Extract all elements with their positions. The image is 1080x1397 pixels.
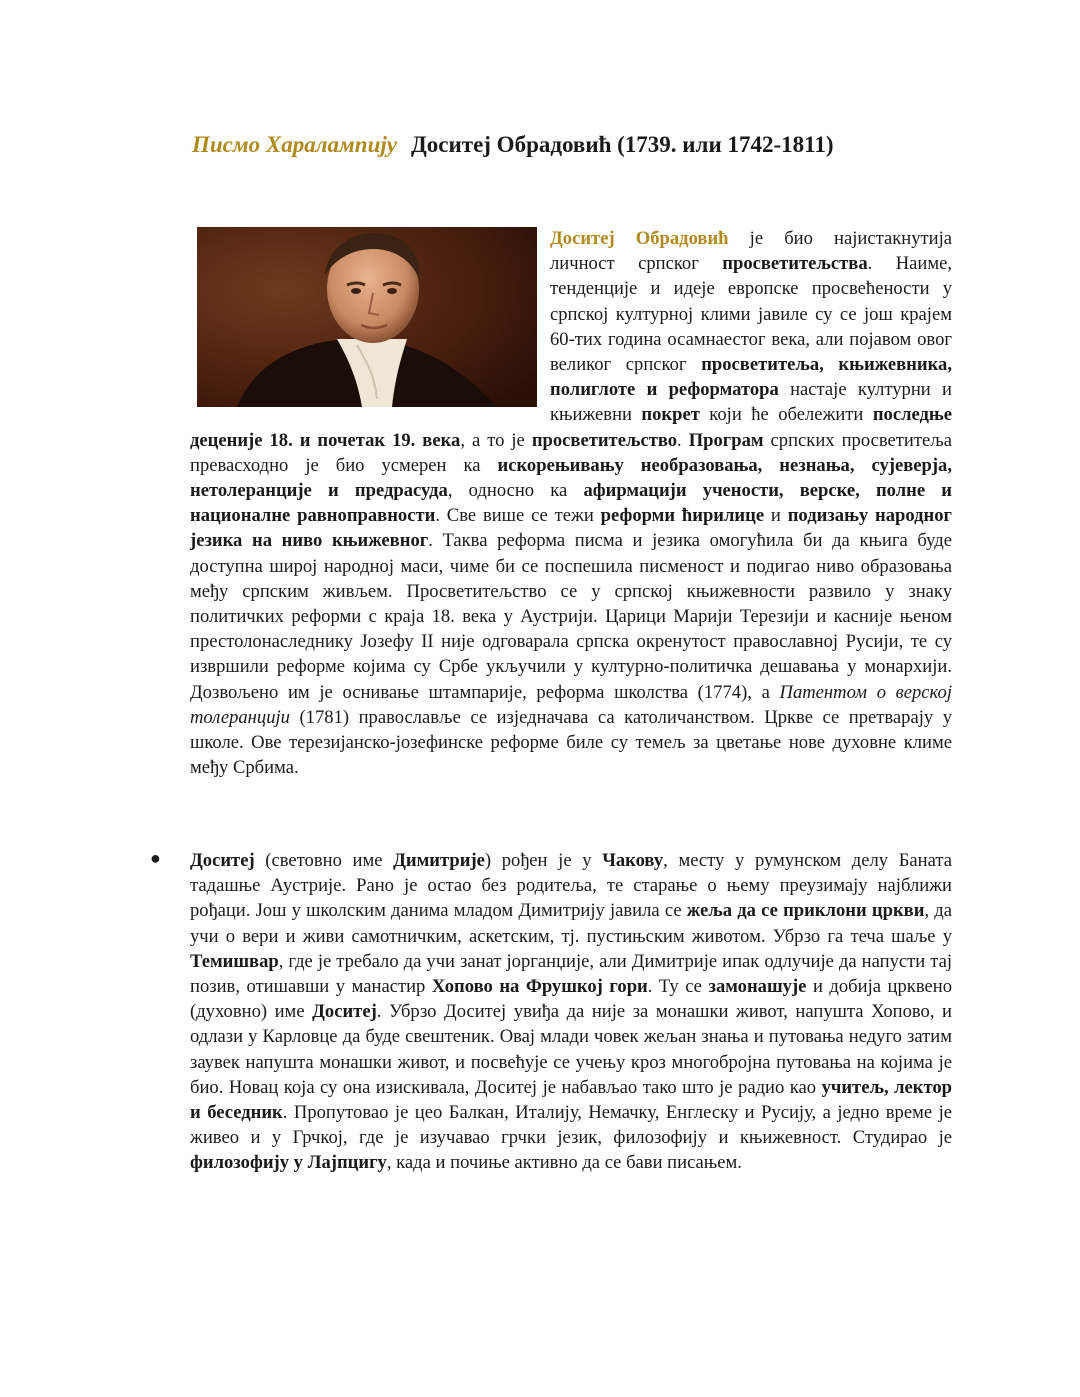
page-title	[192, 132, 834, 158]
text-span: . Пропутовао је цео Балкан, Италију, Немачку, Енглеску и Русију, а једно време је живео и у Грчкој, где је изучавао грчки језик, филозофију и књижевност. Студирао је	[190, 1102, 952, 1149]
text-span: .	[677, 429, 689, 451]
text-span: и	[764, 505, 788, 527]
bold-term: покрет	[641, 404, 700, 426]
text-span: ) рођен је у	[484, 850, 603, 871]
author-name-highlight: Доситеј Обрадовић	[550, 228, 729, 249]
text-span: (световно име	[254, 850, 394, 871]
bio-paragraph	[190, 848, 952, 1176]
bold-term: просветитељство	[531, 429, 678, 451]
text-span: , месту у румунском делу Баната тадашње Аустрије. Рано је остао без родитеља, те старање о њему преузимају најближи рођаци. Још у школским данима младом Димитрију јавила се	[190, 850, 952, 922]
bold-term: реформи ћирилице	[600, 505, 765, 527]
bold-term: подизању народног језика на ниво књижевног	[190, 505, 952, 552]
italic-term: Патентом о верској толеранцији	[190, 681, 952, 728]
bullet-icon: ●	[150, 848, 161, 868]
text-span: који ће обележити	[699, 404, 873, 426]
intro-paragraph	[190, 226, 952, 780]
text-span: (1781) православље се изједначава са католичанством. Цркве се претварају у школе. Ове терезијанско-јозефинске реформе биле су темељ за цветање нове духовне климе међу Србима.	[190, 706, 952, 779]
bold-term: просветитеља, књижевника, полиглоте и реформатора	[550, 354, 952, 401]
bold-term: филозофију у Лајпцигу	[190, 1152, 387, 1174]
bold-term: последње деценије 18. и почетак 19. века	[190, 404, 952, 451]
text-span: . Ту се	[647, 976, 709, 998]
work-title: Писмо Харалампију	[192, 132, 397, 157]
bold-term: жеља да се приклони цркви	[686, 900, 925, 922]
text-span: , када и почиње активно да се бави писањем.	[386, 1152, 742, 1174]
bold-term: просветитељства	[722, 253, 868, 275]
bold-term: Програм	[688, 429, 764, 451]
text-span: и добија црквено (духовно) име	[190, 976, 952, 1023]
bio-list-item	[150, 848, 952, 1176]
bold-term: Хопово на Фрушкој гори	[431, 976, 648, 998]
bold-term: афирмацији учености, верске, полне и националне равноправности	[190, 480, 953, 527]
bold-term: Чакову	[602, 850, 664, 871]
text-span: . Све више се тежи	[435, 505, 601, 527]
text-span: . Таква реформа писма и језика омогућила би да књига буде доступна широј народној маси, чиме би се поспешила писменост и подигао ниво образовања међу српским живљем. Просветитељство се у српској књижевности развило у знаку политичких реформи с краја 18. века у Аустрији. Царици Марији Терезији и касније њеном престолонаследнику Јозефу II није одговарала српска окренутост православној Русији, те су извршили реформе којима су Србе укључили у културно-политичка дешавања у монархији. Дозвољено им је оснивање штампарије, реформа школства (1774), а	[190, 530, 952, 703]
text-span: српских просветитеља превасходно је био усмерен ка	[190, 429, 952, 476]
bold-term: Темишвар	[190, 950, 279, 972]
text-span: . Убрзо Доситеј увиђа да није за монашки живот, напушта Хопово, и одлази у Карловце да буде свештеник. Овај млади човек жељан знања и путовања недуго затим заувек напушта монашки живот, и посвећује се учењу кроз многобројна путовања на којима је био. Новац која су она изискивала, Доситеј је набављао тако што је радио као	[190, 1001, 952, 1098]
bold-term: Доситеј	[312, 1001, 377, 1023]
bold-term: учитељ, лектор и беседник	[190, 1076, 952, 1124]
text-span: настаје културни и књижевни	[550, 379, 952, 426]
text-span: , да учи о вери и живи самотничким, аскетским, тј. пустињским животом. Убрзо га теча шаље у	[190, 900, 952, 947]
bold-term: искорењивању необразовања, незнања, сујеверја, нетолеранције и предрасуда	[190, 454, 952, 502]
author-heading: Доситеј Обрадовић (1739. или 1742-1811)	[410, 132, 834, 157]
text-span: је био најистакнутија личност српског	[550, 228, 953, 275]
bold-term: замонашује	[708, 976, 807, 998]
bold-term: Димитрије	[393, 850, 485, 871]
text-span: , а то је	[460, 429, 532, 451]
text-span: , односно ка	[447, 480, 584, 502]
text-span: , где је требало да учи занат јорганџије, али Димитрије ипак одлучије да напусти тај позив, отишавши у манастир	[190, 950, 952, 998]
text-span: . Наиме, тенденције и идеје европске просвећености у српској културној клими јавиле су се још крајем 60-тих година осамнаестог века, али појавом овог великог српског	[550, 253, 952, 376]
bold-term: Доситеј	[190, 850, 255, 871]
